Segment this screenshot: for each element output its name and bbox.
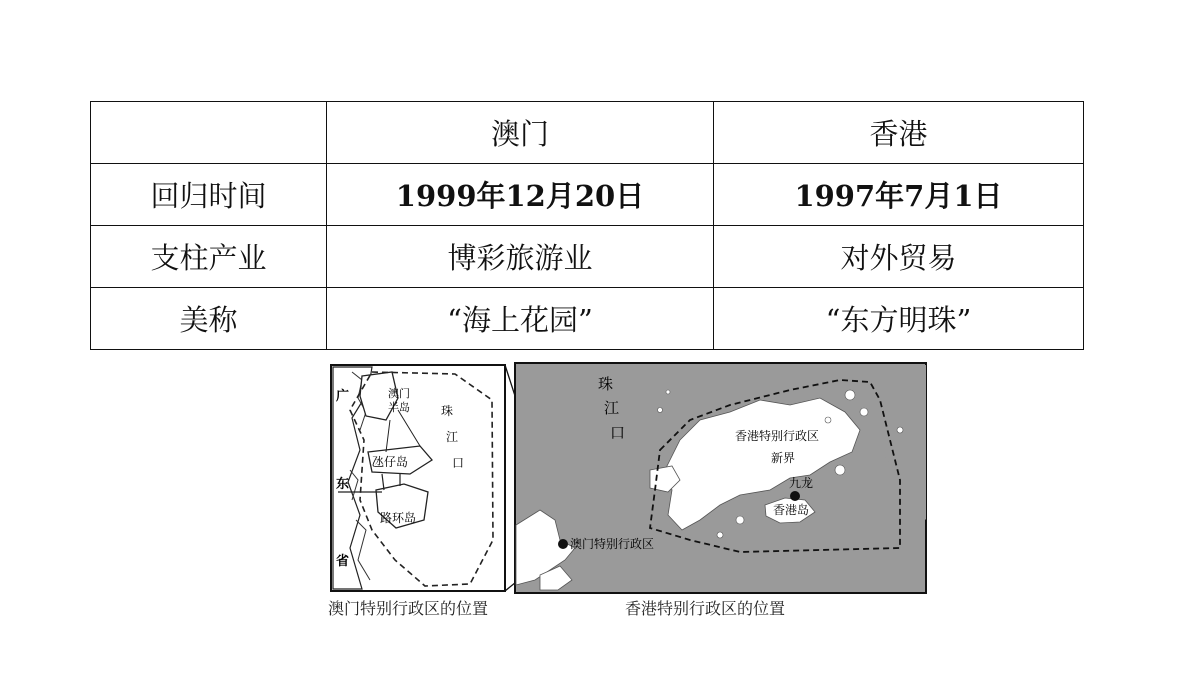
hongkong-map-caption: 香港特别行政区的位置 xyxy=(625,599,786,618)
new-territories-label: 新界 xyxy=(771,451,796,465)
guangdong-label: 广 xyxy=(336,389,350,404)
kowloon-label: 九龙 xyxy=(789,476,814,490)
hongkong-cell: 1997年7月1日 xyxy=(714,164,1084,226)
hongkong-cell: “东方明珠” xyxy=(714,288,1084,350)
header-cell-macau: 澳门 xyxy=(327,102,714,164)
row-label: 支柱产业 xyxy=(91,226,327,288)
header-cell-hongkong: 香港 xyxy=(714,102,1084,164)
macau-map-caption: 澳门特别行政区的位置 xyxy=(328,599,489,618)
zhujiang-label: 口 xyxy=(610,424,626,442)
row-label: 回归时间 xyxy=(91,164,327,226)
macau-cell: 博彩旅游业 xyxy=(327,226,714,288)
zhujiang-label: 珠 xyxy=(441,404,454,418)
coloane-label: 路环岛 xyxy=(380,511,417,525)
macau-cell: 1999年12月20日 xyxy=(327,164,714,226)
hk-island-label: 香港岛 xyxy=(773,503,810,517)
zhujiang-label: 珠 xyxy=(598,375,614,393)
taipa-label: 氹仔岛 xyxy=(372,455,409,469)
macau-cell: “海上花园” xyxy=(327,288,714,350)
zhujiang-label: 江 xyxy=(604,399,620,417)
macau-map xyxy=(331,365,505,591)
macau-peninsula-label: 澳门 xyxy=(388,387,410,400)
row-label: 美称 xyxy=(91,288,327,350)
zhujiang-label: 口 xyxy=(452,456,465,470)
macau-peninsula-label: 半岛 xyxy=(388,401,410,414)
hongkong-cell: 对外贸易 xyxy=(714,226,1084,288)
guangdong-label: 省 xyxy=(336,554,350,569)
hk-sar-label: 香港特别行政区 xyxy=(735,429,820,443)
zhujiang-label: 江 xyxy=(446,430,459,444)
hongkong-map xyxy=(515,363,926,593)
macau-sar-label: 澳门特别行政区 xyxy=(570,537,655,551)
guangdong-label: 东 xyxy=(336,477,350,492)
